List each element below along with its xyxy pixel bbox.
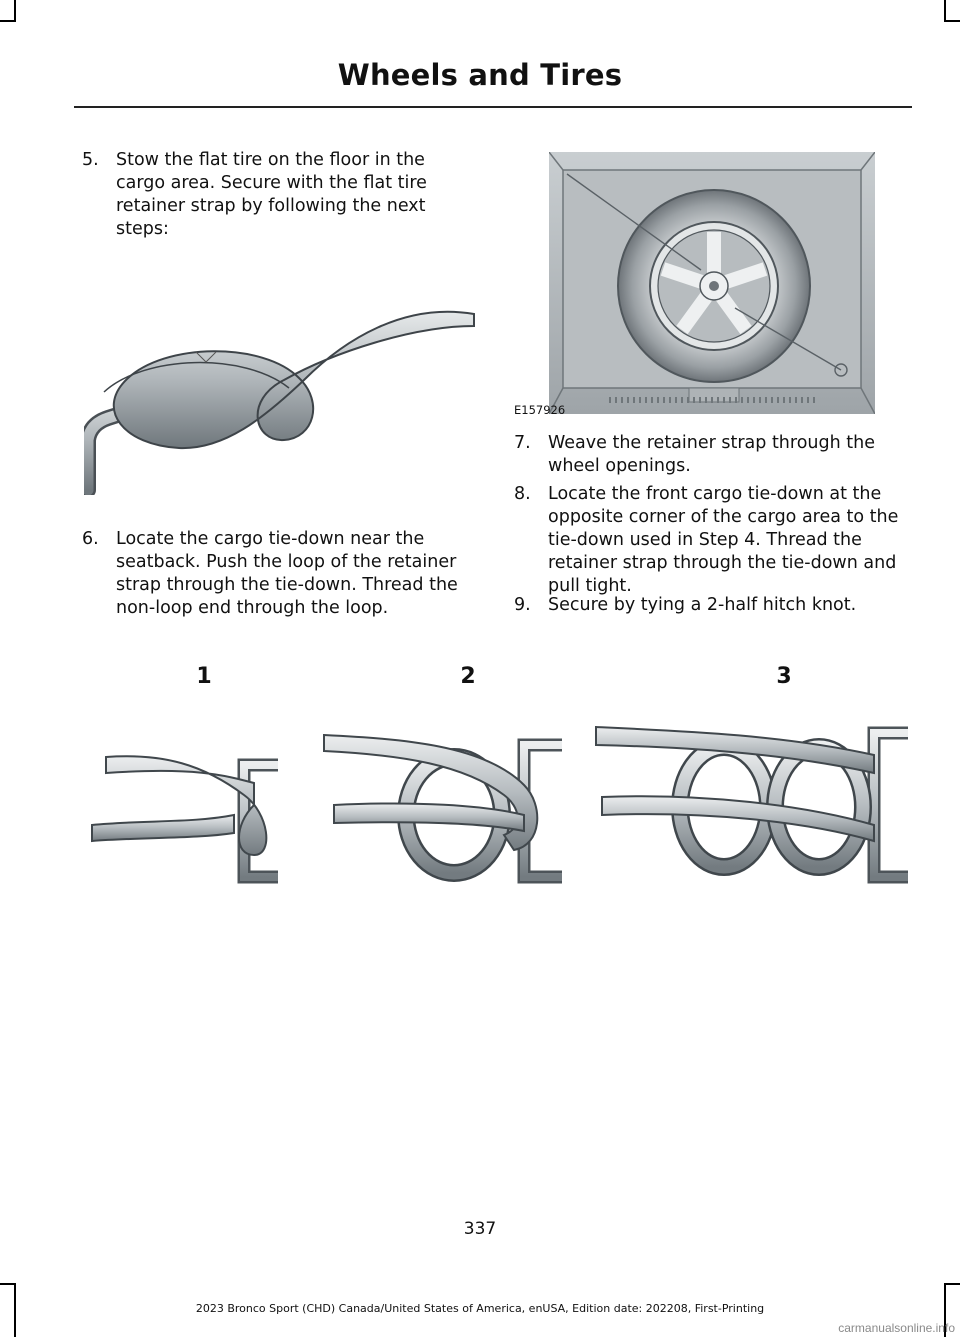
- knot-step-label-3: 3: [776, 664, 792, 689]
- figure-code: E157926: [514, 403, 566, 417]
- step-text: Secure by tying a 2-half hitch knot.: [548, 595, 857, 615]
- step-number: 8.: [514, 484, 531, 504]
- page-title: Wheels and Tires: [337, 58, 623, 92]
- crop-mark: [944, 0, 946, 22]
- step-7: [514, 432, 910, 478]
- step-9: [514, 594, 910, 617]
- crop-mark: [944, 20, 960, 22]
- step-5: [82, 149, 474, 241]
- edition-footer: 2023 Bronco Sport (CHD) Canada/United States of America, enUSA, Edition date: 202208, First-Printing: [195, 1302, 765, 1315]
- step-8: [514, 483, 910, 598]
- step-6: [82, 528, 480, 620]
- crop-mark: [0, 1283, 16, 1285]
- crop-mark: [0, 20, 16, 22]
- step-text: Locate the front cargo tie-down at the opposite corner of the cargo area to the tie-down used in Step 4. Thread the retainer strap through the tie-down and pull tight.: [548, 484, 899, 596]
- step-number: 7.: [514, 433, 531, 453]
- page-number: 337: [463, 1219, 497, 1239]
- step-text: Stow the flat tire on the floor in the cargo area. Secure with the flat tire retainer strap by following the next steps:: [116, 150, 427, 239]
- step-text: Locate the cargo tie-down near the seatback. Push the loop of the retainer strap through the tie-down. Thread the non-loop end through the loop.: [116, 529, 458, 618]
- knot-step-label-1: 1: [196, 664, 212, 689]
- step-number: 9.: [514, 595, 531, 615]
- step-number: 5.: [82, 150, 99, 170]
- half-hitch-knot-sequence: [84, 655, 914, 885]
- header-rule: [74, 106, 912, 108]
- step-number: 6.: [82, 529, 99, 549]
- step-text: Weave the retainer strap through the wheel openings.: [548, 433, 875, 476]
- spare-tire-illustration: [549, 152, 875, 414]
- knot-step-label-2: 2: [460, 664, 476, 689]
- crop-mark: [944, 1283, 960, 1285]
- strap-knot-illustration: [84, 300, 484, 495]
- watermark: carmanualsonline.info: [838, 1321, 955, 1335]
- crop-mark: [14, 0, 16, 22]
